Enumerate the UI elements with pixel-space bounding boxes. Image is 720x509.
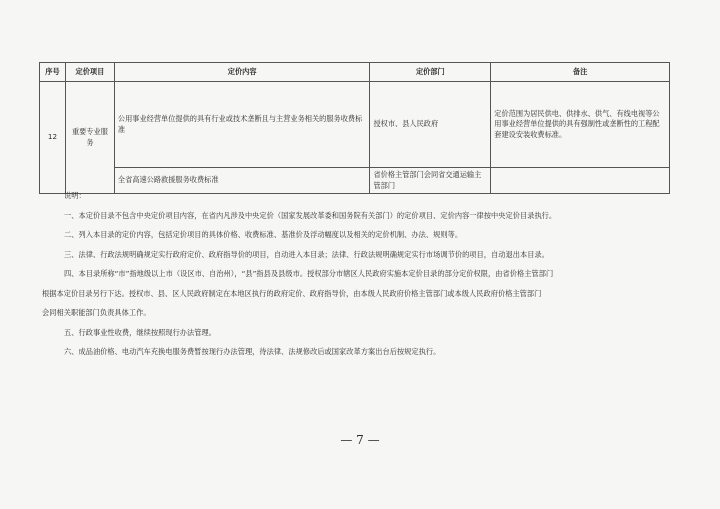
row-remark: 定价范围为居民供电、供排水、供气、有线电视等公用事业经营单位提供的具有强制性或垄断性的工程配套建设安装收费标准。 [491, 82, 670, 168]
note-item: 四、本目录所称“市”指地级以上市（设区市、自治州），“县”指县及县级市。授权部分市辖区人民政府实施本定价目录的部分定价权限，由省价格主管部门 [64, 269, 554, 278]
header-num: 序号 [40, 63, 66, 82]
note-item: 五、行政事业性收费，继续按照现行办法管理。 [64, 327, 216, 337]
note-item: 根据本定价目录另行下达。授权市、县、区人民政府制定在本地区执行的政府定价、政府指导价，由本级人民政府价格主管部门或本级人民政府价格主管部门 [42, 288, 542, 298]
row-dept: 授权市、县人民政府 [370, 82, 491, 168]
row-item: 重要专业服务 [65, 82, 114, 194]
note-item: 六、成品油价格、电动汽车充换电服务费暂按现行办法管理，待法律、法规修改后或国家改革方案出台后按规定执行。 [64, 347, 441, 356]
header-dept: 定价部门 [370, 63, 491, 82]
note-item: 会同相关职能部门负责具体工作。 [42, 308, 151, 317]
row-content: 全省高速公路救援服务收费标准 [114, 168, 370, 194]
header-item: 定价项目 [65, 63, 114, 82]
note-item: 一、本定价目录不包含中央定价项目内容，在省内凡涉及中央定价（国家发展改革委和国务院有关部门）的定价项目、定价内容一律按中央定价目录执行。 [64, 210, 557, 220]
notes-label: 说明： [64, 191, 86, 200]
page-number: — 7 — [340, 433, 380, 447]
pricing-table [39, 62, 670, 194]
note-item: 二、列入本目录的定价内容，包括定价项目的具体价格、收费标准、基准价及浮动幅度以及相关的定价机制、办法、规则等。 [64, 230, 463, 239]
notes-section [42, 186, 672, 362]
row-number: 12 [40, 82, 66, 194]
row-dept: 省价格主管部门会同省交通运输主管部门 [370, 168, 491, 194]
table-row [40, 82, 670, 168]
note-item: 三、法律、行政法规明确规定实行政府定价、政府指导价的项目，自动进入本目录；法律、行政法规明确规定实行市场调节价的项目，自动退出本目录。 [64, 249, 549, 259]
table-header-row [40, 63, 670, 82]
header-remark: 备注 [491, 63, 670, 82]
row-content: 公用事业经营单位提供的具有行业或技术垄断且与主营业务相关的服务收费标准 [114, 82, 370, 168]
header-content: 定价内容 [114, 63, 370, 82]
